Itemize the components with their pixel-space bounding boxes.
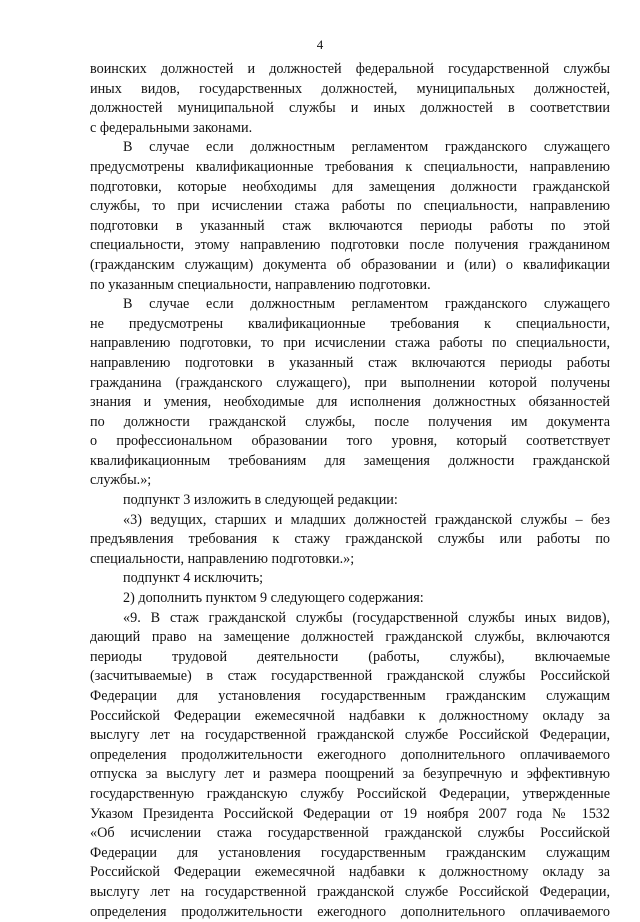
text-line: выслугу лет на государственной гражданской службе Российской Федерации,	[90, 883, 610, 900]
text-line: должностей муниципальной службы и иных должностей в соответствии	[90, 100, 610, 117]
text-line: выслугу лет на государственной гражданской службе Российской Федерации,	[90, 727, 610, 744]
text-line: Федерации для установления государственным гражданским служащим	[90, 844, 610, 861]
text-line: (гражданским служащим) документа об образовании и (или) о квалификации	[90, 256, 610, 273]
text-line: не предусмотрены квалификационные требования к специальности,	[90, 315, 610, 332]
text-line: (засчитываемые) в стаж государственной гражданской службы Российской	[90, 668, 610, 685]
text-line: о профессиональном образовании того уровня, который соответствует	[90, 433, 610, 450]
text-line: Указом Президента Российской Федерации от 19 ноября 2007 года № 1532	[90, 805, 610, 822]
text-line: дающий право на замещение должностей гражданской службы, включаются	[90, 629, 610, 646]
text-line: предъявления требования к стажу гражданской службы или работы по	[90, 531, 610, 548]
text-line: 2) дополнить пунктом 9 следующего содержания:	[123, 590, 424, 607]
text-line: подпункт 3 изложить в следующей редакции:	[123, 492, 398, 509]
text-line: по должности гражданской службы, после получения им документа	[90, 413, 610, 430]
text-line: направлению подготовки, то при исчислении стажа работы по специальности,	[90, 335, 610, 352]
text-line: «3) ведущих, старших и младших должностей гражданской службы – без	[123, 511, 610, 528]
text-line: В случае если должностным регламентом гражданского служащего	[123, 296, 610, 313]
text-line: Федерации для установления государственным гражданским служащим	[90, 688, 610, 704]
text-line: отпуска за выслугу лет и размера поощрений за безупречную и эффективную	[90, 766, 610, 783]
text-line: предусмотрены квалификационные требования к специальности, направлению	[90, 158, 610, 175]
text-line: подпункт 4 исключить;	[123, 570, 264, 587]
text-line: подготовки, которые необходимы для замещения должности гражданской	[90, 178, 610, 195]
text-line: службы.»;	[90, 472, 152, 489]
page-number: 4	[316, 37, 324, 52]
text-line: Российской Федерации ежемесячной надбавки к должностному окладу за	[90, 707, 610, 724]
text-line: «Об исчислении стажа государственной гражданской службы Российской	[90, 825, 610, 842]
text-line: определения продолжительности ежегодного дополнительного оплачиваемого	[90, 903, 610, 920]
text-line: специальности, этому направлению подготовки после получения гражданином	[90, 237, 610, 254]
text-line: государственную гражданскую службу Российской Федерации, утвержденные	[90, 785, 610, 802]
text-line: Российской Федерации ежемесячной надбавки к должностному окладу за	[90, 864, 610, 881]
text-line: «9. В стаж гражданской службы (государственной службы иных видов),	[123, 609, 610, 626]
text-line: периоды трудовой деятельности (работы, службы), включаемые	[90, 648, 610, 665]
text-line: подготовки в указанный стаж включаются периоды работы по этой	[90, 217, 610, 234]
text-line: квалификационным требованиям для замещения должности гражданской	[90, 452, 610, 469]
text-line: по указанным специальности, направлению подготовки.	[90, 276, 431, 293]
text-line: специальности, направлению подготовки.»;	[90, 550, 355, 567]
text-line: воинских должностей и должностей федеральной государственной службы	[90, 61, 610, 77]
document-body	[90, 60, 610, 922]
text-line: иных видов, государственных должностей, муниципальных должностей,	[90, 80, 610, 97]
text-line: знания и умения, необходимые для исполнения должностных обязанностей	[90, 394, 610, 411]
text-line: с федеральными законами.	[90, 119, 253, 136]
text-line: определения продолжительности ежегодного дополнительного оплачиваемого	[90, 746, 610, 763]
text-line: направлению подготовки в указанный стаж включаются периоды работы	[90, 354, 610, 371]
text-line: В случае если должностным регламентом гражданского служащего	[123, 139, 610, 156]
text-line: гражданина (гражданского служащего), при выполнении которой получены	[90, 374, 610, 391]
text-line: службы, то при исчислении стажа работы по специальности, направлению	[90, 198, 610, 215]
